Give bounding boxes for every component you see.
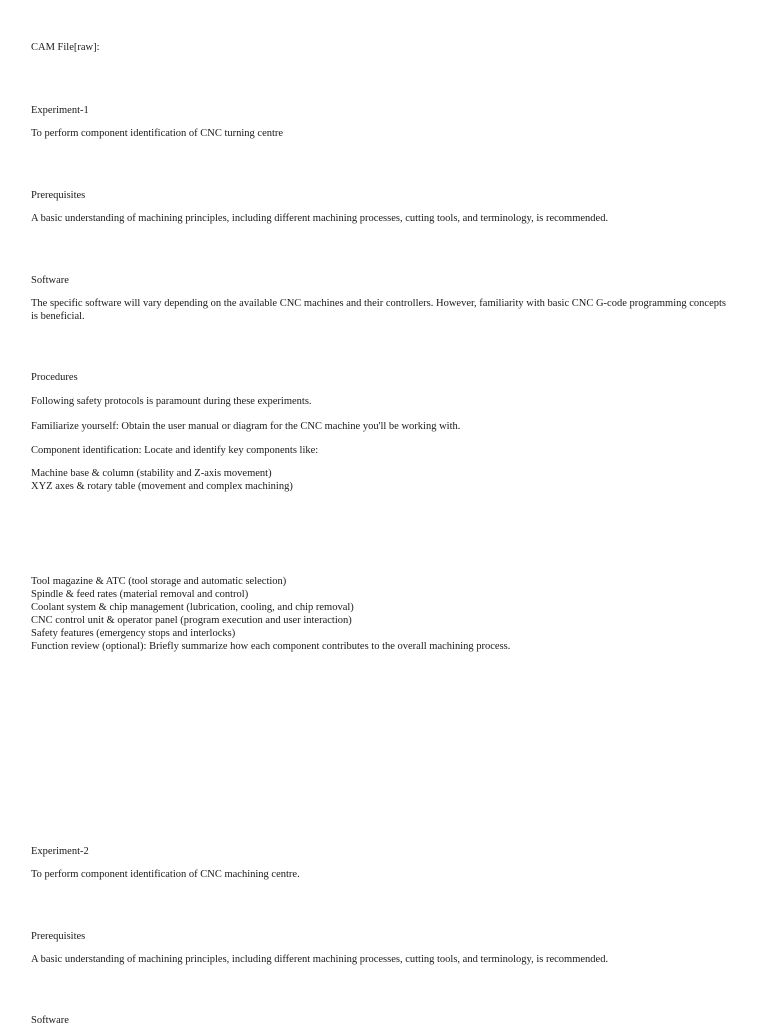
experiment-2-prerequisites-heading: Prerequisites (31, 931, 86, 942)
component-item: Safety features (emergency stops and interlocks) (31, 628, 236, 639)
component-item: CNC control unit & operator panel (program execution and user interaction) (31, 615, 352, 626)
experiment-1-aim: To perform component identification of CNC turning centre (31, 128, 284, 139)
component-item: Coolant system & chip management (lubrication, cooling, and chip removal) (31, 602, 354, 613)
experiment-1-prerequisites-heading: Prerequisites (31, 190, 86, 201)
experiment-1-prerequisites-text: A basic understanding of machining principles, including different machining processes, cutting tools, and terminology, is recommended. (31, 213, 609, 224)
experiment-1-software-text: The specific software will vary depending on the available CNC machines and their controllers. However, familiarity with basic CNC G-code programming concepts is beneficial. (31, 298, 726, 322)
experiment-1-procedures-heading: Procedures (31, 372, 78, 383)
experiment-2-software-heading: Software (31, 1015, 69, 1026)
component-item: XYZ axes & rotary table (movement and complex machining) (31, 481, 293, 492)
experiment-2-title: Experiment-2 (31, 846, 89, 857)
experiment-1-software-heading: Software (31, 275, 69, 286)
experiment-1-title: Experiment-1 (31, 105, 89, 116)
procedure-step: Following safety protocols is paramount during these experiments. (31, 396, 312, 407)
component-item: Tool magazine & ATC (tool storage and automatic selection) (31, 576, 287, 587)
component-item: Spindle & feed rates (material removal and control) (31, 589, 249, 600)
experiment-2-aim: To perform component identification of CNC machining centre. (31, 869, 300, 880)
document-header: CAM File[raw]: (31, 42, 100, 53)
experiment-2-prerequisites-text: A basic understanding of machining principles, including different machining processes, cutting tools, and terminology, is recommended. (31, 954, 609, 965)
component-item: Machine base & column (stability and Z-axis movement) (31, 468, 272, 479)
function-review: Function review (optional): Briefly summarize how each component contributes to the overall machining process. (31, 641, 511, 652)
procedure-step: Component identification: Locate and identify key components like: (31, 445, 319, 456)
procedure-step: Familiarize yourself: Obtain the user manual or diagram for the CNC machine you'll be working with. (31, 421, 461, 432)
